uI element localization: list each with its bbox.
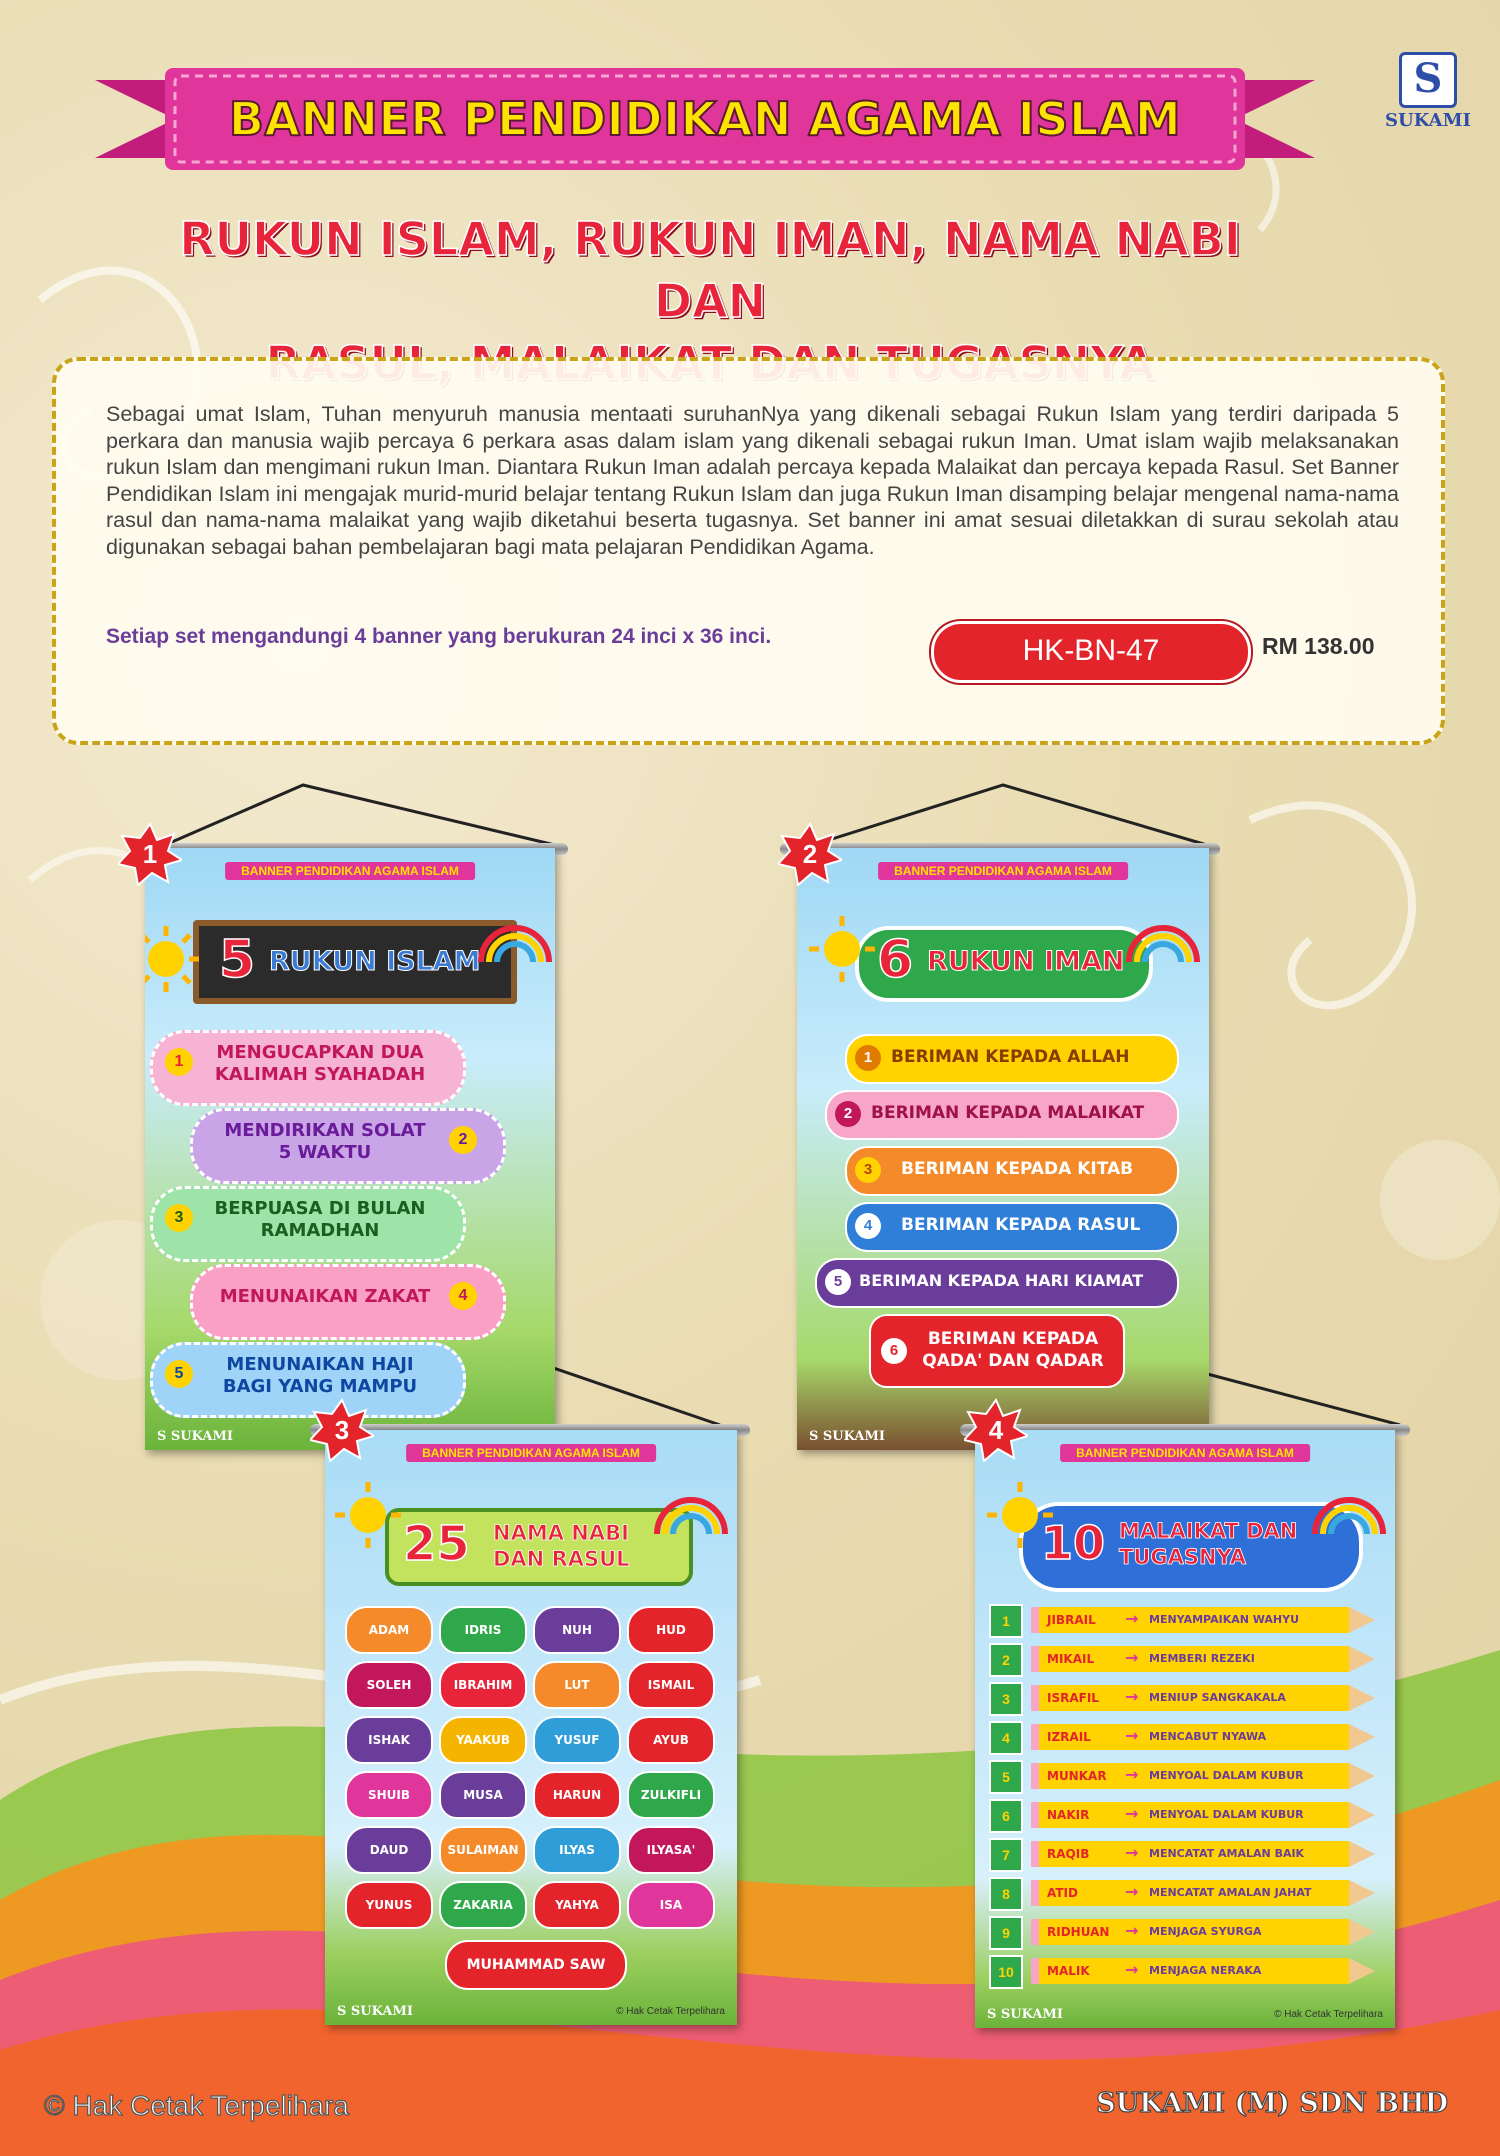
banner-4-brand: S SUKAMI bbox=[987, 2007, 1063, 2022]
banner-2-item-2-label: BERIMAN KEPADA MALAIKAT bbox=[871, 1103, 1145, 1123]
nabi-name-label: SHUIB bbox=[367, 1788, 411, 1802]
set-note: Setiap set mengandungi 4 banner yang berukuran 24 inci x 36 inci. bbox=[106, 625, 772, 648]
malaikat-row bbox=[989, 1721, 1389, 1753]
rainbow-icon bbox=[475, 908, 555, 964]
banner-2-item-4-label: BERIMAN KEPADA RASUL bbox=[901, 1215, 1141, 1235]
malaikat-task: MENYOAL DALAM KUBUR bbox=[1149, 1769, 1304, 1782]
banner-2-item-4 bbox=[845, 1202, 1179, 1252]
nabi-name-pill bbox=[533, 1881, 621, 1929]
malaikat-task: MENJAGA NERAKA bbox=[1149, 1964, 1262, 1977]
malaikat-row bbox=[989, 1799, 1389, 1831]
nabi-name-label: YAHYA bbox=[555, 1898, 599, 1912]
banner-2-item-2-number: 2 bbox=[835, 1101, 861, 1127]
banner-2-item-1-number: 1 bbox=[855, 1045, 881, 1071]
nabi-name-pill bbox=[439, 1826, 527, 1874]
banner-4-copyright: © Hak Cetak Terpelihara bbox=[1274, 2009, 1383, 2020]
banner-1-item-3-label: BERPUASA DI BULAN RAMADHAN bbox=[214, 1198, 426, 1241]
banner-1-title-board bbox=[193, 920, 517, 1004]
nabi-name-pill bbox=[345, 1606, 433, 1654]
banner-2-item-2 bbox=[825, 1090, 1179, 1140]
banner-1-header: BANNER PENDIDIKAN AGAMA ISLAM bbox=[225, 862, 475, 880]
banner-2-item-3-label: BERIMAN KEPADA KITAB bbox=[901, 1159, 1134, 1179]
nabi-name-label: ZULKIFLI bbox=[640, 1788, 702, 1802]
malaikat-row bbox=[989, 1760, 1389, 1792]
arrow-right-icon: → bbox=[1125, 1765, 1139, 1784]
nabi-name-label: IDRIS bbox=[464, 1623, 502, 1637]
nabi-name-label: NUH bbox=[562, 1623, 592, 1637]
banner-2-title-number: 6 bbox=[877, 930, 914, 990]
nabi-name-pill bbox=[439, 1716, 527, 1764]
malaikat-name: MALIK bbox=[1047, 1964, 1090, 1978]
logo-mark: S bbox=[1399, 52, 1457, 108]
banner-1-title-text: RUKUN ISLAM bbox=[269, 946, 481, 977]
pencil-tip bbox=[1349, 1646, 1375, 1672]
malaikat-row-number: 9 bbox=[989, 1916, 1023, 1950]
banner-3-title-number: 25 bbox=[403, 1516, 470, 1572]
nabi-name-label: ISA bbox=[659, 1898, 683, 1912]
banner-malaikat bbox=[975, 1430, 1395, 2028]
nabi-name-label: DAUD bbox=[369, 1843, 409, 1857]
nabi-name-label: ILYASA' bbox=[646, 1843, 696, 1857]
banner-2-item-5-label: BERIMAN KEPADA HARI KIAMAT bbox=[859, 1271, 1144, 1290]
arrow-right-icon: → bbox=[1125, 1960, 1139, 1979]
nabi-name-pill bbox=[627, 1771, 715, 1819]
banner-1-item-5-label: MENUNAIKAN HAJI BAGI YANG MAMPU bbox=[222, 1354, 418, 1397]
nabi-name-pill bbox=[533, 1716, 621, 1764]
banner-2-item-1-label: BERIMAN KEPADA ALLAH bbox=[891, 1047, 1130, 1067]
pencil-tip bbox=[1349, 1685, 1375, 1711]
pencil-tip bbox=[1349, 1724, 1375, 1750]
banner-3-header: BANNER PENDIDIKAN AGAMA ISLAM bbox=[406, 1444, 656, 1462]
nabi-name-pill bbox=[533, 1771, 621, 1819]
arrow-right-icon: → bbox=[1125, 1726, 1139, 1745]
banner-1-item-1-label: MENGUCAPKAN DUA KALIMAH SYAHADAH bbox=[214, 1042, 426, 1085]
nabi-last-pill bbox=[445, 1940, 627, 1990]
malaikat-name: JIBRAIL bbox=[1047, 1613, 1096, 1627]
malaikat-row-number: 7 bbox=[989, 1838, 1023, 1872]
description-text: Sebagai umat Islam, Tuhan menyuruh manusia mentaati suruhanNya yang dikenali sebagai Rukun Islam yang terdiri daripada 5 perkara dan manusia wajib percaya 6 perkara asas dalam islam yang dikenali sebagai rukun Iman. Umat islam wajib melaksanakan rukun Islam dan mengimani rukun Iman. Diantara Rukun Iman adalah percaya kepada Malaikat dan percaya kepada Rasul. Set Banner Pendidikan Islam ini mengajak murid-murid belajar tentang Rukun Islam dan juga Rukun Iman disamping belajar mengenal nama-nama rasul dan nama-nama malaikat yang wajib diketahui beserta tugasnya. Set banner ini amat sesuai diletakkan di surau sekolah atau digunakan sebagai bahan pembelajaran bagi mata pelajaran Pendidikan Agama. bbox=[106, 402, 1399, 559]
banner-3-number-badge: 3 bbox=[310, 1398, 374, 1462]
sun-icon bbox=[333, 1480, 403, 1550]
banner-2-item-3-number: 3 bbox=[855, 1157, 881, 1183]
nabi-name-pill bbox=[345, 1826, 433, 1874]
nabi-name-label: AYUB bbox=[653, 1733, 689, 1747]
banner-2-title-board bbox=[855, 926, 1153, 1002]
nabi-name-pill bbox=[439, 1881, 527, 1929]
nabi-name-pill bbox=[345, 1881, 433, 1929]
malaikat-task: MENYAMPAIKAN WAHYU bbox=[1149, 1613, 1300, 1626]
malaikat-row-number: 3 bbox=[989, 1682, 1023, 1716]
nabi-name-pill bbox=[533, 1606, 621, 1654]
pencil-tip bbox=[1349, 1919, 1375, 1945]
subtitle-line-1: RUKUN ISLAM, RUKUN IMAN, NAMA NABI DAN bbox=[179, 212, 1241, 328]
malaikat-name: RAQIB bbox=[1047, 1847, 1090, 1861]
nabi-name-pill bbox=[345, 1771, 433, 1819]
footer-copyright: © Hak Cetak Terpelihara bbox=[44, 2090, 349, 2121]
malaikat-task: MEMBERI REZEKI bbox=[1149, 1652, 1255, 1665]
nabi-name-pill bbox=[627, 1826, 715, 1874]
nabi-name-grid bbox=[345, 1606, 725, 1946]
sun-icon bbox=[807, 914, 877, 984]
banner-1-item-4 bbox=[145, 1260, 555, 1342]
malaikat-row bbox=[989, 1604, 1389, 1636]
banner-2-number-badge: 2 bbox=[778, 822, 842, 886]
banner-2-header: BANNER PENDIDIKAN AGAMA ISLAM bbox=[878, 862, 1128, 880]
rainbow-icon bbox=[651, 1480, 731, 1536]
malaikat-row-number: 10 bbox=[989, 1955, 1023, 1989]
nabi-name-label: HARUN bbox=[552, 1788, 602, 1802]
nabi-name-pill bbox=[627, 1881, 715, 1929]
nabi-name-label: YUNUS bbox=[365, 1898, 413, 1912]
arrow-right-icon: → bbox=[1125, 1648, 1139, 1667]
banner-3-brand: S SUKAMI bbox=[337, 2004, 413, 2019]
nabi-name-pill bbox=[439, 1606, 527, 1654]
malaikat-task: MENJAGA SYURGA bbox=[1149, 1925, 1262, 1938]
banner-nama-nabi bbox=[325, 1430, 737, 2025]
rainbow-icon bbox=[1123, 908, 1203, 964]
nabi-name-label: ADAM bbox=[368, 1623, 410, 1637]
banner-2-item-5-number: 5 bbox=[825, 1269, 851, 1295]
nabi-name-label: YAAKUB bbox=[455, 1733, 511, 1747]
nabi-name-pill bbox=[533, 1661, 621, 1709]
nabi-name-label: ZAKARIA bbox=[453, 1898, 513, 1912]
banner-4-header: BANNER PENDIDIKAN AGAMA ISLAM bbox=[1060, 1444, 1310, 1462]
sun-icon bbox=[145, 924, 201, 994]
banner-1-item-2 bbox=[145, 1104, 555, 1186]
nabi-name-label: HUD bbox=[656, 1623, 686, 1637]
malaikat-name: MIKAIL bbox=[1047, 1652, 1095, 1666]
malaikat-row bbox=[989, 1682, 1389, 1714]
nabi-name-pill bbox=[627, 1606, 715, 1654]
malaikat-row-number: 8 bbox=[989, 1877, 1023, 1911]
malaikat-row bbox=[989, 1643, 1389, 1675]
pencil-tip bbox=[1349, 1763, 1375, 1789]
malaikat-row-number: 4 bbox=[989, 1721, 1023, 1755]
nabi-name-label: SULAIMAN bbox=[447, 1843, 519, 1857]
malaikat-row-number: 1 bbox=[989, 1604, 1023, 1638]
nabi-name-label: YUSUF bbox=[554, 1733, 600, 1747]
nabi-name-pill bbox=[627, 1716, 715, 1764]
arrow-right-icon: → bbox=[1125, 1609, 1139, 1628]
banner-1-item-4-label: MENUNAIKAN ZAKAT bbox=[219, 1286, 431, 1307]
arrow-right-icon: → bbox=[1125, 1843, 1139, 1862]
malaikat-task: MENCATAT AMALAN JAHAT bbox=[1149, 1886, 1312, 1899]
banner-2-title-text: RUKUN IMAN bbox=[927, 946, 1125, 977]
product-code-badge: HK-BN-47 bbox=[931, 621, 1251, 683]
nabi-name-label: IBRAHIM bbox=[453, 1678, 513, 1692]
nabi-name-label: SOLEH bbox=[366, 1678, 412, 1692]
malaikat-name: RIDHUAN bbox=[1047, 1925, 1110, 1939]
malaikat-row-number: 2 bbox=[989, 1643, 1023, 1677]
banner-1-item-4-number: 4 bbox=[449, 1282, 477, 1310]
malaikat-row bbox=[989, 1955, 1389, 1987]
title-ribbon bbox=[95, 60, 1315, 178]
banner-1-item-3-number: 3 bbox=[165, 1204, 193, 1232]
info-panel bbox=[52, 357, 1445, 745]
banner-3-title-board bbox=[385, 1508, 693, 1586]
malaikat-row bbox=[989, 1916, 1389, 1948]
arrow-right-icon: → bbox=[1125, 1687, 1139, 1706]
malaikat-name: MUNKAR bbox=[1047, 1769, 1107, 1783]
nabi-name-pill bbox=[439, 1661, 527, 1709]
banner-rukun-iman bbox=[797, 848, 1209, 1450]
nabi-name-pill bbox=[345, 1661, 433, 1709]
arrow-right-icon: → bbox=[1125, 1804, 1139, 1823]
nabi-name-pill bbox=[533, 1826, 621, 1874]
malaikat-name: ATID bbox=[1047, 1886, 1078, 1900]
sukami-logo bbox=[1376, 52, 1480, 132]
banner-1-item-2-label: MENDIRIKAN SOLAT 5 WAKTU bbox=[224, 1120, 426, 1163]
price: RM 138.00 bbox=[1262, 633, 1375, 659]
malaikat-name: NAKIR bbox=[1047, 1808, 1090, 1822]
pencil-tip bbox=[1349, 1880, 1375, 1906]
nabi-name-label: ISMAIL bbox=[647, 1678, 695, 1692]
nabi-name-pill bbox=[345, 1716, 433, 1764]
malaikat-task: MENCABUT NYAWA bbox=[1149, 1730, 1267, 1743]
malaikat-row bbox=[989, 1877, 1389, 1909]
malaikat-name: IZRAIL bbox=[1047, 1730, 1091, 1744]
nabi-name-label: MUSA bbox=[463, 1788, 503, 1802]
page-title: BANNER PENDIDIKAN AGAMA ISLAM bbox=[228, 92, 1182, 146]
malaikat-task: MENYOAL DALAM KUBUR bbox=[1149, 1808, 1304, 1821]
malaikat-row-number: 5 bbox=[989, 1760, 1023, 1794]
banner-1-item-1-number: 1 bbox=[165, 1048, 193, 1076]
logo-text: SUKAMI bbox=[1385, 110, 1471, 131]
banner-2-item-5 bbox=[815, 1258, 1179, 1308]
malaikat-task: MENIUP SANGKAKALA bbox=[1149, 1691, 1286, 1704]
banner-rukun-islam bbox=[145, 848, 555, 1450]
arrow-right-icon: → bbox=[1125, 1882, 1139, 1901]
banner-2-item-6-number: 6 bbox=[881, 1338, 907, 1364]
malaikat-row-number: 6 bbox=[989, 1799, 1023, 1833]
banner-3-title-text: NAMA NABI DAN RASUL bbox=[493, 1521, 630, 1571]
pencil-tip bbox=[1349, 1841, 1375, 1867]
rainbow-icon bbox=[1309, 1480, 1389, 1536]
malaikat-list bbox=[989, 1604, 1389, 1994]
nabi-last-label: MUHAMMAD SAW bbox=[466, 1957, 606, 1973]
banner-2-item-1 bbox=[845, 1034, 1179, 1084]
banner-1-brand: S SUKAMI bbox=[157, 1429, 233, 1444]
banner-4-title-text: MALAIKAT DAN TUGASNYA bbox=[1119, 1519, 1298, 1569]
pencil-tip bbox=[1349, 1607, 1375, 1633]
banner-2-item-6 bbox=[869, 1314, 1125, 1388]
banner-1-item-3 bbox=[145, 1182, 555, 1264]
banner-1-item-5-number: 5 bbox=[165, 1360, 193, 1388]
banner-4-number-badge: 4 bbox=[964, 1398, 1028, 1462]
banner-4-title-number: 10 bbox=[1041, 1516, 1106, 1570]
nabi-name-label: ILYAS bbox=[559, 1843, 595, 1857]
pencil-tip bbox=[1349, 1958, 1375, 1984]
banner-2-item-3 bbox=[845, 1146, 1179, 1196]
banner-2-item-6-label: BERIMAN KEPADA QADA' DAN QADAR bbox=[922, 1329, 1104, 1371]
arrow-right-icon: → bbox=[1125, 1921, 1139, 1940]
banner-1-number-badge: 1 bbox=[118, 822, 182, 886]
banner-2-brand: S SUKAMI bbox=[809, 1429, 885, 1444]
banner-1-title-number: 5 bbox=[219, 930, 256, 990]
malaikat-name: ISRAFIL bbox=[1047, 1691, 1099, 1705]
malaikat-row bbox=[989, 1838, 1389, 1870]
nabi-name-label: ISHAK bbox=[368, 1733, 410, 1747]
nabi-name-pill bbox=[627, 1661, 715, 1709]
footer-company: SUKAMI (M) SDN BHD bbox=[1096, 2088, 1448, 2119]
banner-3-copyright: © Hak Cetak Terpelihara bbox=[616, 2006, 725, 2017]
banner-1-item-1 bbox=[145, 1026, 555, 1108]
pencil-tip bbox=[1349, 1802, 1375, 1828]
sun-icon bbox=[985, 1480, 1055, 1550]
nabi-name-pill bbox=[439, 1771, 527, 1819]
banner-2-item-4-number: 4 bbox=[855, 1213, 881, 1239]
nabi-name-label: LUT bbox=[564, 1678, 590, 1692]
malaikat-task: MENCATAT AMALAN BAIK bbox=[1149, 1847, 1305, 1860]
banner-1-item-2-number: 2 bbox=[449, 1126, 477, 1154]
